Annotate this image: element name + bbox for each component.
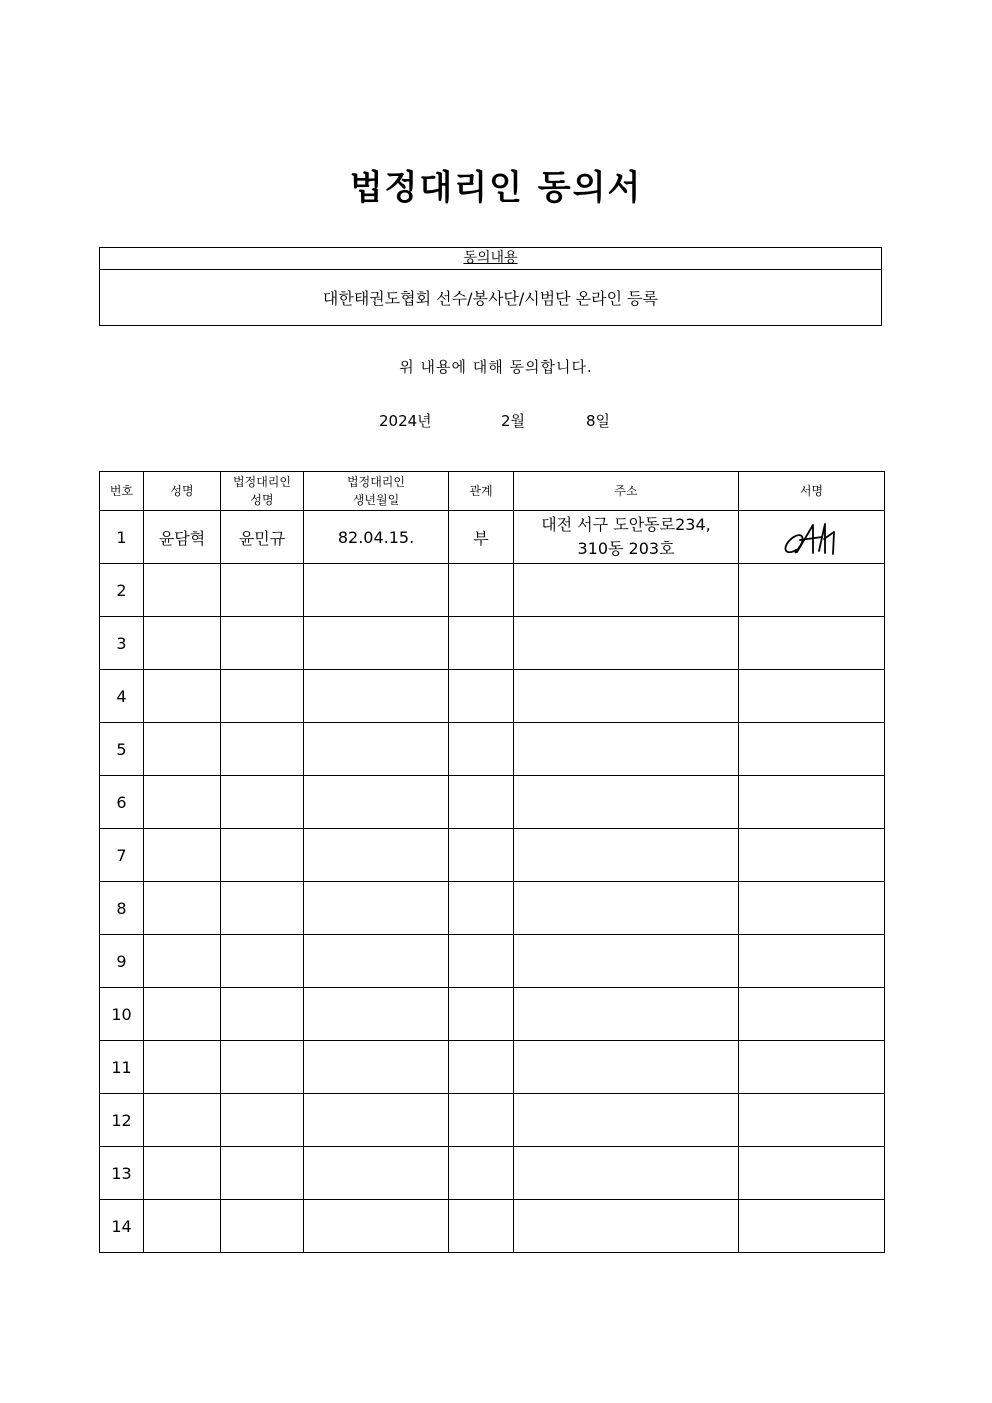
table-row [100, 617, 885, 670]
cell-guardian-name [221, 564, 304, 617]
cell-address [514, 882, 739, 935]
cell-address [514, 617, 739, 670]
cell-address [514, 776, 739, 829]
header-guardian-name [221, 472, 304, 511]
cell-name [144, 829, 221, 882]
cell-name [144, 617, 221, 670]
cell-signature [739, 1041, 885, 1094]
cell-number: 3 [100, 617, 144, 670]
table-row [100, 829, 885, 882]
cell-signature [739, 1200, 885, 1253]
cell-address [514, 1147, 739, 1200]
cell-number: 11 [100, 1041, 144, 1094]
cell-address [514, 564, 739, 617]
cell-address [514, 670, 739, 723]
cell-guardian-name: 윤민규 [221, 511, 304, 564]
cell-guardian-name [221, 723, 304, 776]
cell-signature [739, 829, 885, 882]
cell-guardian-name [221, 670, 304, 723]
cell-name [144, 988, 221, 1041]
cell-guardian-name [221, 776, 304, 829]
table-row [100, 670, 885, 723]
cell-address [514, 988, 739, 1041]
cell-guardian-birth [304, 1200, 449, 1253]
cell-number: 12 [100, 1094, 144, 1147]
cell-address [514, 723, 739, 776]
cell-relation [449, 988, 514, 1041]
table-header-row [100, 472, 885, 511]
table-row [100, 511, 885, 564]
date-day: 8일 [586, 412, 611, 430]
consent-body: 대한태권도협회 선수/봉사단/시범단 온라인 등록 [322, 289, 659, 308]
agreement-statement: 위 내용에 대해 동의합니다. [399, 358, 593, 376]
cell-relation [449, 776, 514, 829]
cell-number: 8 [100, 882, 144, 935]
date-month: 2월 [501, 412, 526, 430]
cell-signature [739, 723, 885, 776]
cell-relation [449, 1094, 514, 1147]
page-title: 법정대리인 동의서 [349, 168, 643, 208]
cell-number: 7 [100, 829, 144, 882]
header-guardian-name-line1: 법정대리인 [233, 475, 291, 489]
cell-name [144, 935, 221, 988]
cell-guardian-birth [304, 723, 449, 776]
cell-guardian-birth [304, 617, 449, 670]
header-address: 주소 [514, 472, 739, 511]
guardian-table [99, 471, 885, 1253]
cell-guardian-birth [304, 670, 449, 723]
cell-number: 14 [100, 1200, 144, 1253]
header-name: 성명 [144, 472, 221, 511]
cell-guardian-birth [304, 776, 449, 829]
cell-guardian-birth [304, 988, 449, 1041]
cell-guardian-name [221, 1147, 304, 1200]
cell-name [144, 670, 221, 723]
table-row [100, 935, 885, 988]
cell-guardian-name [221, 617, 304, 670]
cell-name: 윤담혁 [144, 511, 221, 564]
cell-guardian-birth [304, 882, 449, 935]
cell-relation [449, 617, 514, 670]
cell-relation: 부 [449, 511, 514, 564]
date-year: 2024년 [379, 412, 432, 430]
cell-signature [739, 1147, 885, 1200]
table-row [100, 882, 885, 935]
cell-name [144, 1147, 221, 1200]
cell-guardian-name [221, 1094, 304, 1147]
cell-address [514, 1200, 739, 1253]
cell-number: 13 [100, 1147, 144, 1200]
cell-signature [739, 564, 885, 617]
cell-guardian-name [221, 829, 304, 882]
header-relation: 관계 [449, 472, 514, 511]
cell-relation [449, 1200, 514, 1253]
cell-relation [449, 1147, 514, 1200]
cell-relation [449, 1041, 514, 1094]
cell-number: 6 [100, 776, 144, 829]
consent-box [99, 247, 882, 326]
cell-guardian-name [221, 882, 304, 935]
cell-number: 4 [100, 670, 144, 723]
header-guardian-birth [304, 472, 449, 511]
cell-guardian-name [221, 1041, 304, 1094]
cell-name [144, 1200, 221, 1253]
cell-signature [739, 1094, 885, 1147]
cell-signature [739, 776, 885, 829]
cell-signature [739, 988, 885, 1041]
cell-name [144, 1041, 221, 1094]
cell-guardian-name [221, 1200, 304, 1253]
cell-number: 1 [100, 511, 144, 564]
cell-guardian-birth [304, 1147, 449, 1200]
header-guardian-birth-line1: 법정대리인 [347, 475, 405, 489]
cell-relation [449, 882, 514, 935]
table-row [100, 988, 885, 1041]
table-row [100, 723, 885, 776]
cell-relation [449, 723, 514, 776]
cell-address [514, 1041, 739, 1094]
cell-signature [739, 670, 885, 723]
cell-number: 10 [100, 988, 144, 1041]
cell-signature [739, 935, 885, 988]
address-line1: 대전 서구 도안동로234, [541, 515, 711, 534]
cell-name [144, 564, 221, 617]
cell-guardian-birth [304, 1094, 449, 1147]
table-row [100, 1094, 885, 1147]
cell-guardian-birth: 82.04.15. [304, 511, 449, 564]
header-number: 번호 [100, 472, 144, 511]
header-signature: 서명 [739, 472, 885, 511]
cell-signature [739, 511, 885, 564]
cell-guardian-birth [304, 935, 449, 988]
header-guardian-name-line2: 성명 [250, 493, 274, 507]
cell-name [144, 723, 221, 776]
handwritten-signature [780, 516, 844, 558]
cell-name [144, 882, 221, 935]
cell-relation [449, 935, 514, 988]
cell-signature [739, 617, 885, 670]
cell-guardian-birth [304, 1041, 449, 1094]
cell-relation [449, 829, 514, 882]
cell-address [514, 935, 739, 988]
table-row [100, 1200, 885, 1253]
table-row [100, 1041, 885, 1094]
cell-guardian-name [221, 935, 304, 988]
cell-number: 2 [100, 564, 144, 617]
cell-relation [449, 564, 514, 617]
cell-number: 5 [100, 723, 144, 776]
cell-address [514, 829, 739, 882]
cell-address [514, 511, 739, 564]
cell-name [144, 1094, 221, 1147]
cell-relation [449, 670, 514, 723]
consent-header: 동의내용 [100, 248, 881, 270]
address-line2: 310동 203호 [577, 539, 675, 558]
cell-guardian-birth [304, 564, 449, 617]
table-row [100, 776, 885, 829]
cell-signature [739, 882, 885, 935]
cell-address [514, 1094, 739, 1147]
table-row [100, 1147, 885, 1200]
cell-name [144, 776, 221, 829]
table-row [100, 564, 885, 617]
cell-number: 9 [100, 935, 144, 988]
cell-guardian-birth [304, 829, 449, 882]
cell-guardian-name [221, 988, 304, 1041]
header-guardian-birth-line2: 생년월일 [352, 493, 400, 507]
